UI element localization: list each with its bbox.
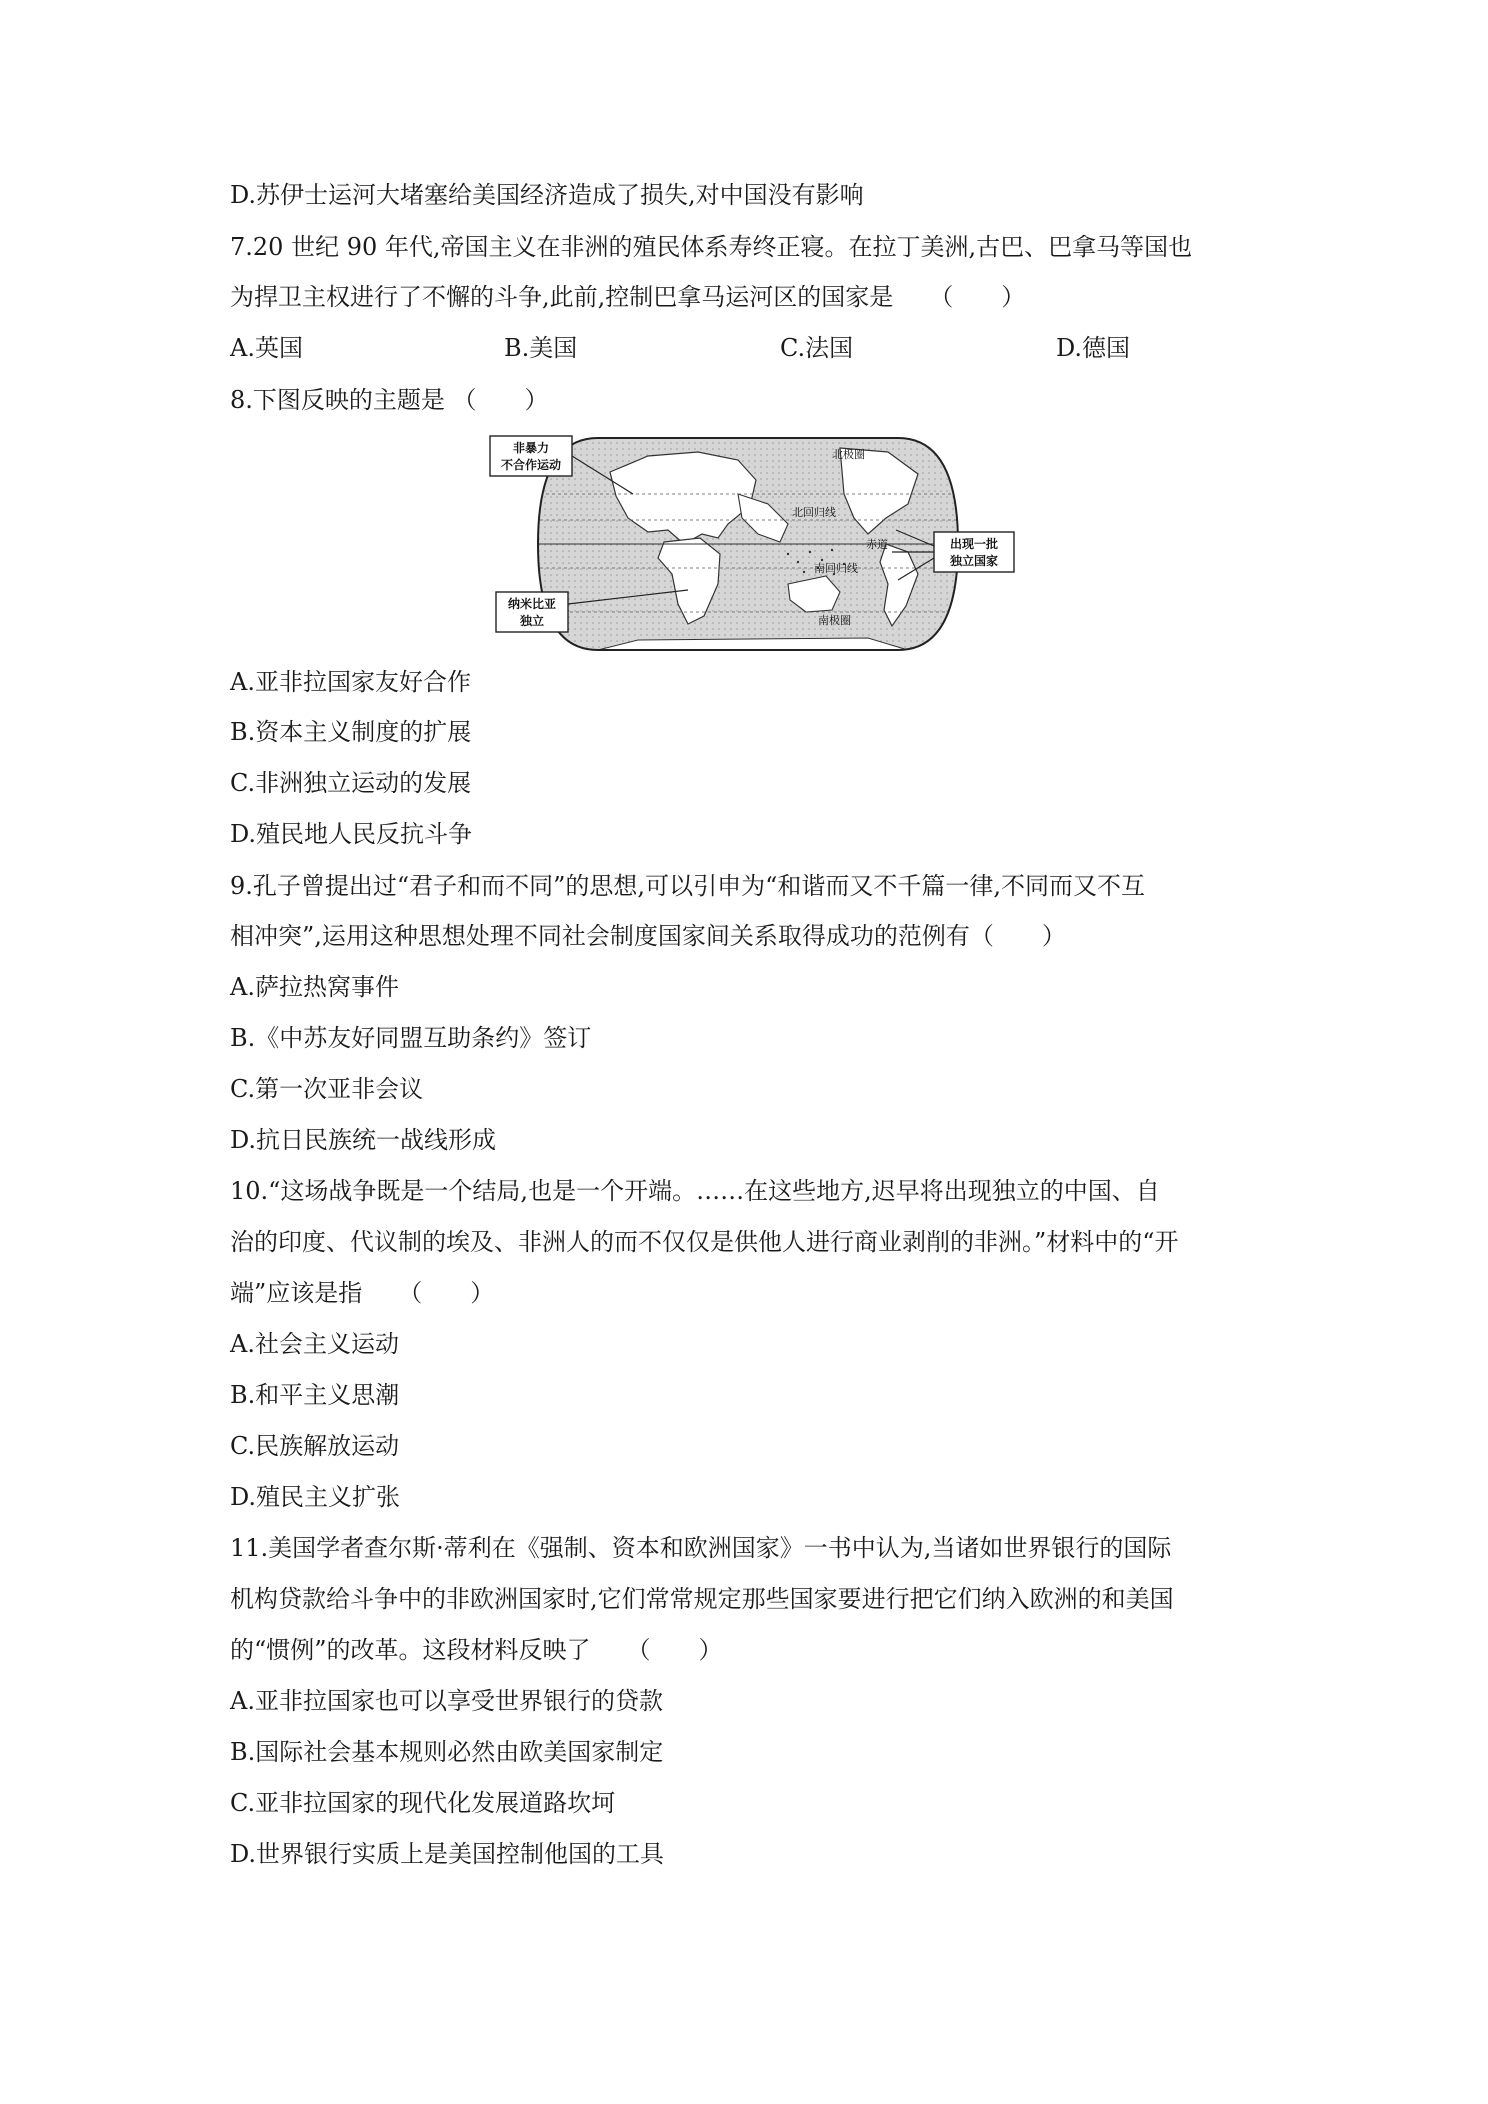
q9-option-a: A.萨拉热窝事件	[230, 973, 399, 1001]
map-label-tropic-cancer: 北回归线	[792, 507, 836, 519]
q9-option-b: B.《中苏友好同盟互助条约》签订	[230, 1024, 592, 1052]
q11-option-d: D.世界银行实质上是美国控制他国的工具	[230, 1840, 665, 1868]
q11-stem-line-3: 的“惯例”的改革。这段材料反映了 （ ）	[230, 1636, 723, 1664]
map-label-tropic-capricorn: 南回归线	[814, 563, 858, 575]
q10-option-a: A.社会主义运动	[230, 1330, 399, 1358]
callout-nonviolence-line-1: 非暴力	[512, 441, 550, 455]
q10-stem-line-3: 端”应该是指 （ ）	[230, 1279, 495, 1307]
map-ocean-and-land	[528, 434, 968, 654]
q10-stem-line-1: 10.“这场战争既是一个结局,也是一个开端。……在这些地方,迟早将出现独立的中国、自	[230, 1177, 1160, 1205]
q9-option-d: D.抗日民族统一战线形成	[230, 1126, 497, 1154]
q7-stem-line-1: 7.20 世纪 90 年代,帝国主义在非洲的殖民体系寿终正寝。在拉丁美洲,古巴、巴拿马等国也	[230, 233, 1193, 261]
map-label-arctic: 北极圈	[832, 449, 865, 461]
q9-stem-line-1: 9.孔子曾提出过“君子和而不同”的思想,可以引申为“和谐而又不千篇一律,不同而又不互	[230, 872, 1145, 900]
q6-option-d: D.苏伊士运河大堵塞给美国经济造成了损失,对中国没有影响	[230, 181, 864, 209]
q7-stem-line-2: 为捍卫主权进行了不懈的斗争,此前,控制巴拿马运河区的国家是 （ ）	[230, 283, 1026, 311]
q11-stem-line-1: 11.美国学者查尔斯·蒂利在《强制、资本和欧洲国家》一书中认为,当诸如世界银行的国际	[230, 1534, 1172, 1562]
callout-new-states-line-1: 出现一批	[949, 537, 999, 551]
q10-option-c: C.民族解放运动	[230, 1432, 400, 1460]
q7-option-b: B.美国	[504, 334, 578, 362]
q8-option-b: B.资本主义制度的扩展	[230, 718, 472, 746]
q10-option-d: D.殖民主义扩张	[230, 1483, 401, 1511]
map-label-antarctic: 南极圈	[818, 615, 851, 627]
q10-stem-line-2: 治的印度、代议制的埃及、非洲人的而不仅仅是供他人进行商业剥削的非洲。”材料中的“开	[230, 1228, 1179, 1256]
world-map-svg	[488, 434, 1016, 654]
q8-stem: 8.下图反映的主题是 （ ）	[230, 386, 549, 414]
world-map-figure	[488, 434, 1016, 654]
q7-option-c: C.法国	[780, 334, 854, 362]
q9-stem-line-2: 相冲突”,运用这种思想处理不同社会制度国家间关系取得成功的范例有（ ）	[230, 922, 1066, 950]
q11-option-b: B.国际社会基本规则必然由欧美国家制定	[230, 1738, 664, 1766]
callout-namibia-line-2: 独立	[519, 614, 545, 628]
q11-option-a: A.亚非拉国家也可以享受世界银行的贷款	[230, 1687, 663, 1715]
q7-option-d: D.德国	[1056, 334, 1131, 362]
q11-stem-line-2: 机构贷款给斗争中的非欧洲国家时,它们常常规定那些国家要进行把它们纳入欧洲的和美国	[230, 1585, 1174, 1613]
q7-option-a: A.英国	[230, 334, 303, 362]
q8-option-c: C.非洲独立运动的发展	[230, 769, 472, 797]
callout-nonviolence-line-2: 不合作运动	[500, 458, 562, 472]
callout-namibia-line-1: 纳米比亚	[507, 597, 557, 611]
q8-option-a: A.亚非拉国家友好合作	[230, 668, 471, 696]
q9-option-c: C.第一次亚非会议	[230, 1075, 424, 1103]
map-label-equator: 赤道	[866, 539, 888, 551]
q8-option-d: D.殖民地人民反抗斗争	[230, 820, 473, 848]
callout-new-states-line-2: 独立国家	[949, 554, 999, 568]
q10-option-b: B.和平主义思潮	[230, 1381, 400, 1409]
q11-option-c: C.亚非拉国家的现代化发展道路坎坷	[230, 1789, 616, 1817]
